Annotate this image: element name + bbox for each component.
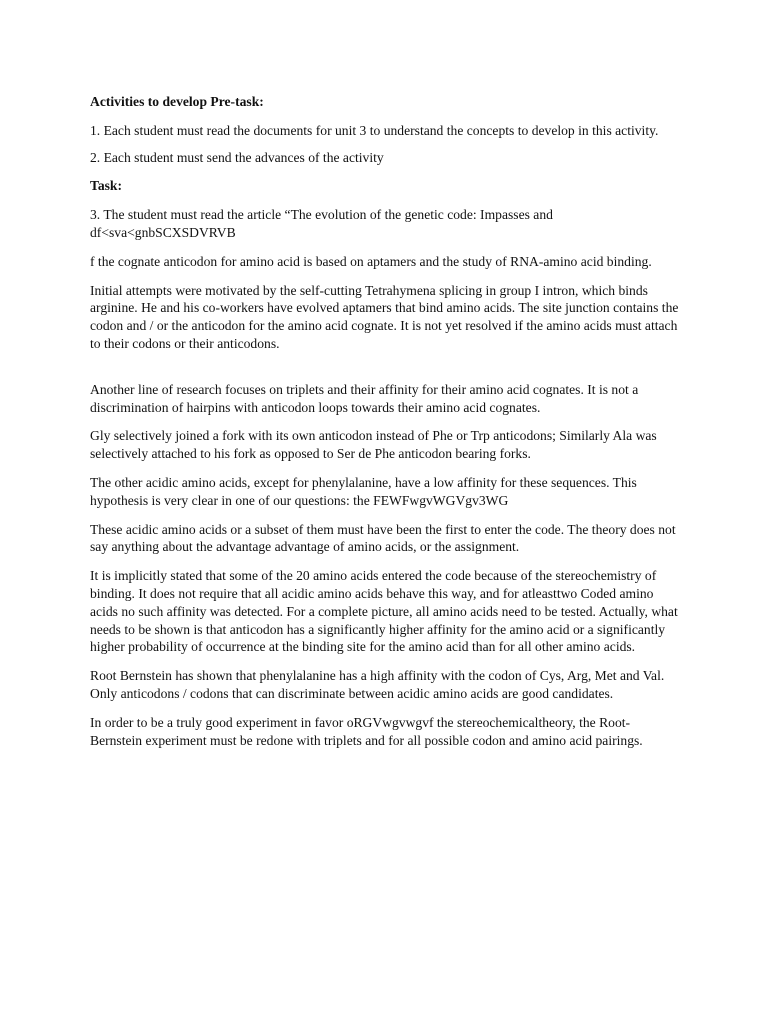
paragraph-cognate: f the cognate anticodon for amino acid is based on aptamers and the study of RNA-amino acid binding. bbox=[90, 253, 652, 269]
heading-pretask: Activities to develop Pre-task: bbox=[90, 94, 264, 109]
list-item-2: 2. Each student must send the advances of the activity bbox=[90, 149, 384, 165]
heading-task: Task: bbox=[90, 178, 122, 194]
paragraph-these-acidic: These acidic amino acids or a subset of them must have been the first to enter the code. The theory does not say anything about the advantage advantage of amino acids, or the assignment. bbox=[90, 521, 676, 555]
list-item-3-line2: df<sva<gnbSCXSDVRVB bbox=[90, 224, 236, 240]
list-item-1: 1. Each student must read the documents for unit 3 to understand the concepts to develop in this activity. bbox=[90, 122, 659, 138]
paragraph-in-order: In order to be a truly good experiment in favor oRGVwgvwgvf the stereochemicaltheory, the Root-Bernstein experiment must be redone with triplets and for all possible codon and amino acid pairings. bbox=[90, 714, 643, 748]
paragraph-initial-attempts: Initial attempts were motivated by the self-cutting Tetrahymena splicing in group I intron, which binds arginine. He and his co-workers have evolved aptamers that bind amino acids. The site junction contains the codon and / or the anticodon for the amino acid cognate. It is not yet resolved if the amino acids must attach to their codons or their anticodons. bbox=[90, 282, 679, 351]
paragraph-implicitly: It is implicitly stated that some of the 20 amino acids entered the code because of the stereochemistry of binding. It does not require that all acidic amino acids behave this way, and for atleasttwo Coded amino acids no such affinity was detected. For a complete picture, all amino acids need to be tested. Actually, what needs to be shown is that anticodon has a significantly higher affinity for the amino acid or a significantly higher probability of occurrence at the binding site for the amino acid than for all other amino acids. bbox=[90, 568, 678, 655]
list-item-3 bbox=[90, 206, 680, 242]
list-item-3-line1: 3. The student must read the article “The evolution of the genetic code: Impasses and bbox=[90, 207, 553, 223]
paragraph-gly: Gly selectively joined a fork with its own anticodon instead of Phe or Trp anticodons; Similarly Ala was selectively attached to his fork as opposed to Ser de Phe anticodon bearing forks. bbox=[90, 428, 657, 462]
paragraph-other-acidic: The other acidic amino acids, except for phenylalanine, have a low affinity for these sequences. This hypothesis is very clear in one of our questions: the FEWFwgvWGVgv3WG bbox=[90, 474, 637, 508]
document-body bbox=[90, 93, 680, 749]
paragraph-root-bernstein: Root Bernstein has shown that phenylalanine has a high affinity with the codon of Cys, Arg, Met and Val. Only anticodons / codons that can discriminate between acidic amino acids are good candidates. bbox=[90, 668, 665, 701]
paragraph-another-line: Another line of research focuses on triplets and their affinity for their amino acid cognates. It is not a discrimination of hairpins with anticodon loops towards their amino acid cognates. bbox=[90, 381, 639, 415]
